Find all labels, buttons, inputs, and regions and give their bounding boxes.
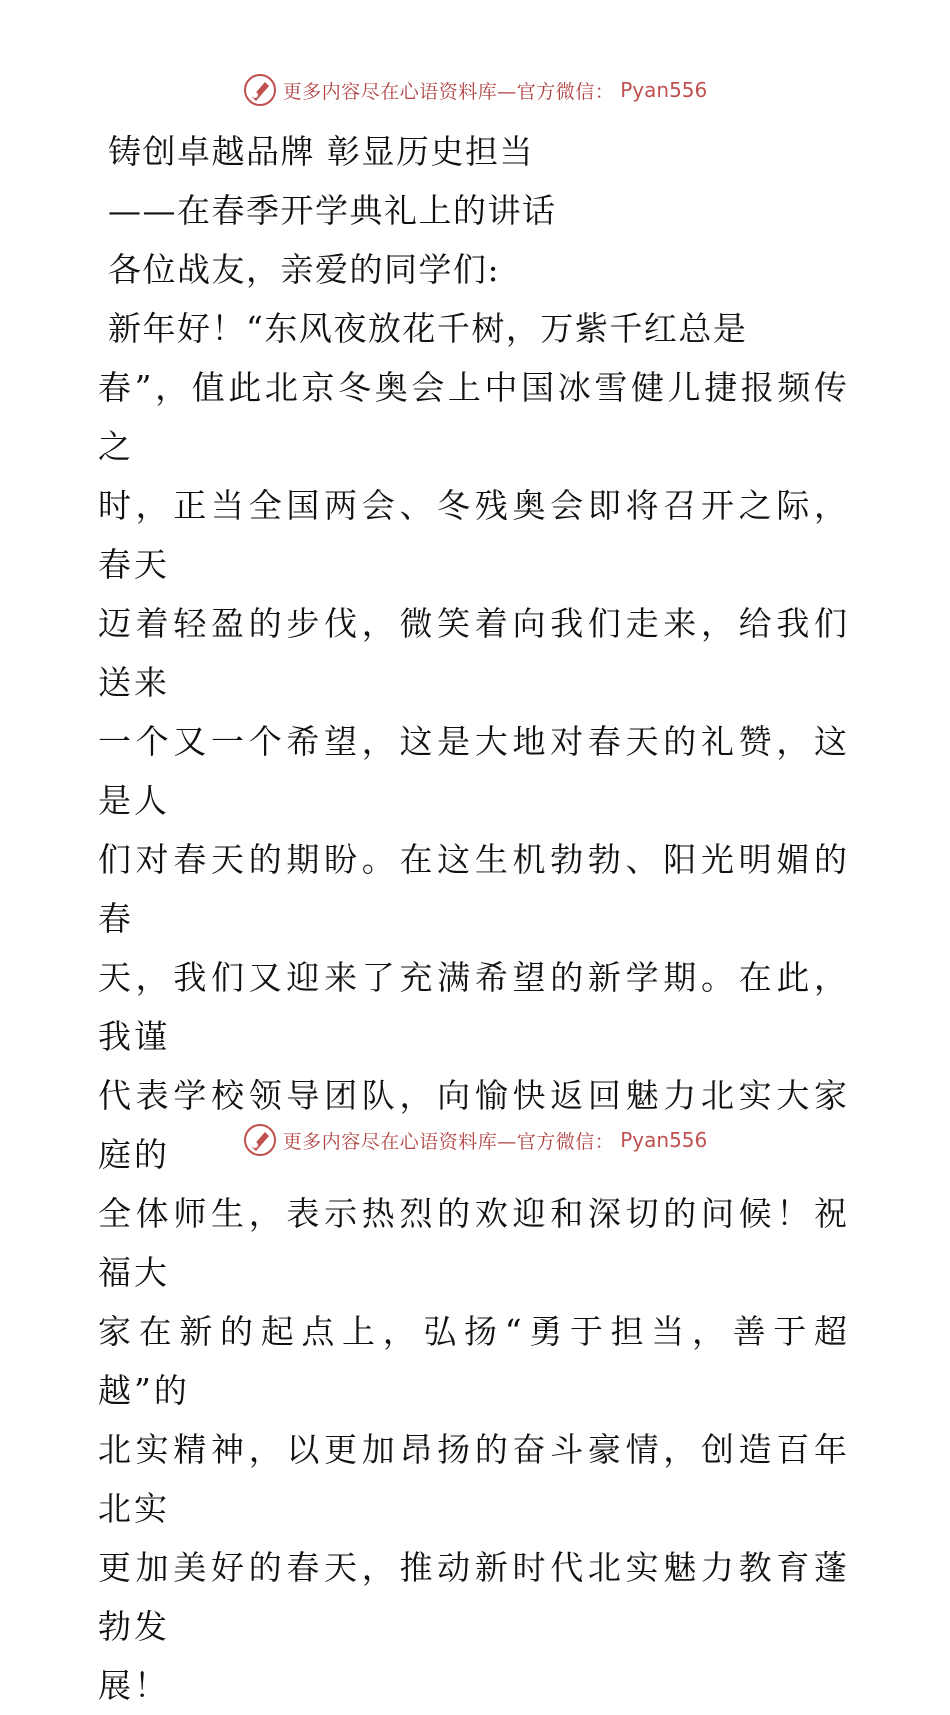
body-line: 们对春天的期盼。在这生机勃勃、阳光明媚的春 [98, 840, 850, 938]
watermark-wechat-id: Pyan556 [620, 78, 708, 102]
body-line: 时，正当全国两会、冬残奥会即将召开之际，春天 [98, 486, 850, 584]
body-line: 全体师生，表示热烈的欢迎和深切的问候！祝福大 [98, 1194, 850, 1292]
watermark-wechat-id: Pyan556 [620, 1128, 708, 1152]
body-line: 家在新的起点上，弘扬“勇于担当，善于超越”的 [98, 1312, 850, 1410]
pen-nib-logo-icon [243, 1123, 277, 1157]
pen-nib-logo-icon [243, 73, 277, 107]
body-line: 代表学校领导团队，向愉快返回魅力北实大家庭的 [98, 1076, 850, 1174]
body-line: 更加美好的春天，推动新时代北实魅力教育蓬勃发 [98, 1548, 850, 1646]
body-line: 迈着轻盈的步伐，微笑着向我们走来，给我们送来 [98, 604, 850, 702]
body-line: 一个又一个希望，这是大地对春天的礼赞，这是人 [98, 722, 850, 820]
body-line: 天，我们又迎来了充满希望的新学期。在此，我谨 [98, 958, 850, 1056]
body-paragraph [98, 358, 850, 1715]
watermark-text: 更多内容尽在心语资料库—官方微信： [282, 80, 615, 103]
document-title: 铸创卓越品牌 彰显历史担当 [108, 132, 534, 171]
salutation: 各位战友，亲爱的同学们: [108, 250, 501, 289]
document-body [98, 122, 850, 1715]
header-watermark [0, 70, 950, 110]
footer-watermark [0, 1120, 950, 1160]
greeting-line: 新年好！“东风夜放花千树，万紫千红总是 [108, 309, 748, 348]
body-line: 北实精神，以更加昂扬的奋斗豪情，创造百年北实 [98, 1430, 850, 1528]
watermark-text: 更多内容尽在心语资料库—官方微信： [282, 1130, 615, 1153]
body-line: 春”，值此北京冬奥会上中国冰雪健儿捷报频传之 [98, 368, 850, 466]
document-subtitle: ——在春季开学典礼上的讲话 [108, 191, 557, 230]
body-line: 展！ [98, 1666, 170, 1705]
